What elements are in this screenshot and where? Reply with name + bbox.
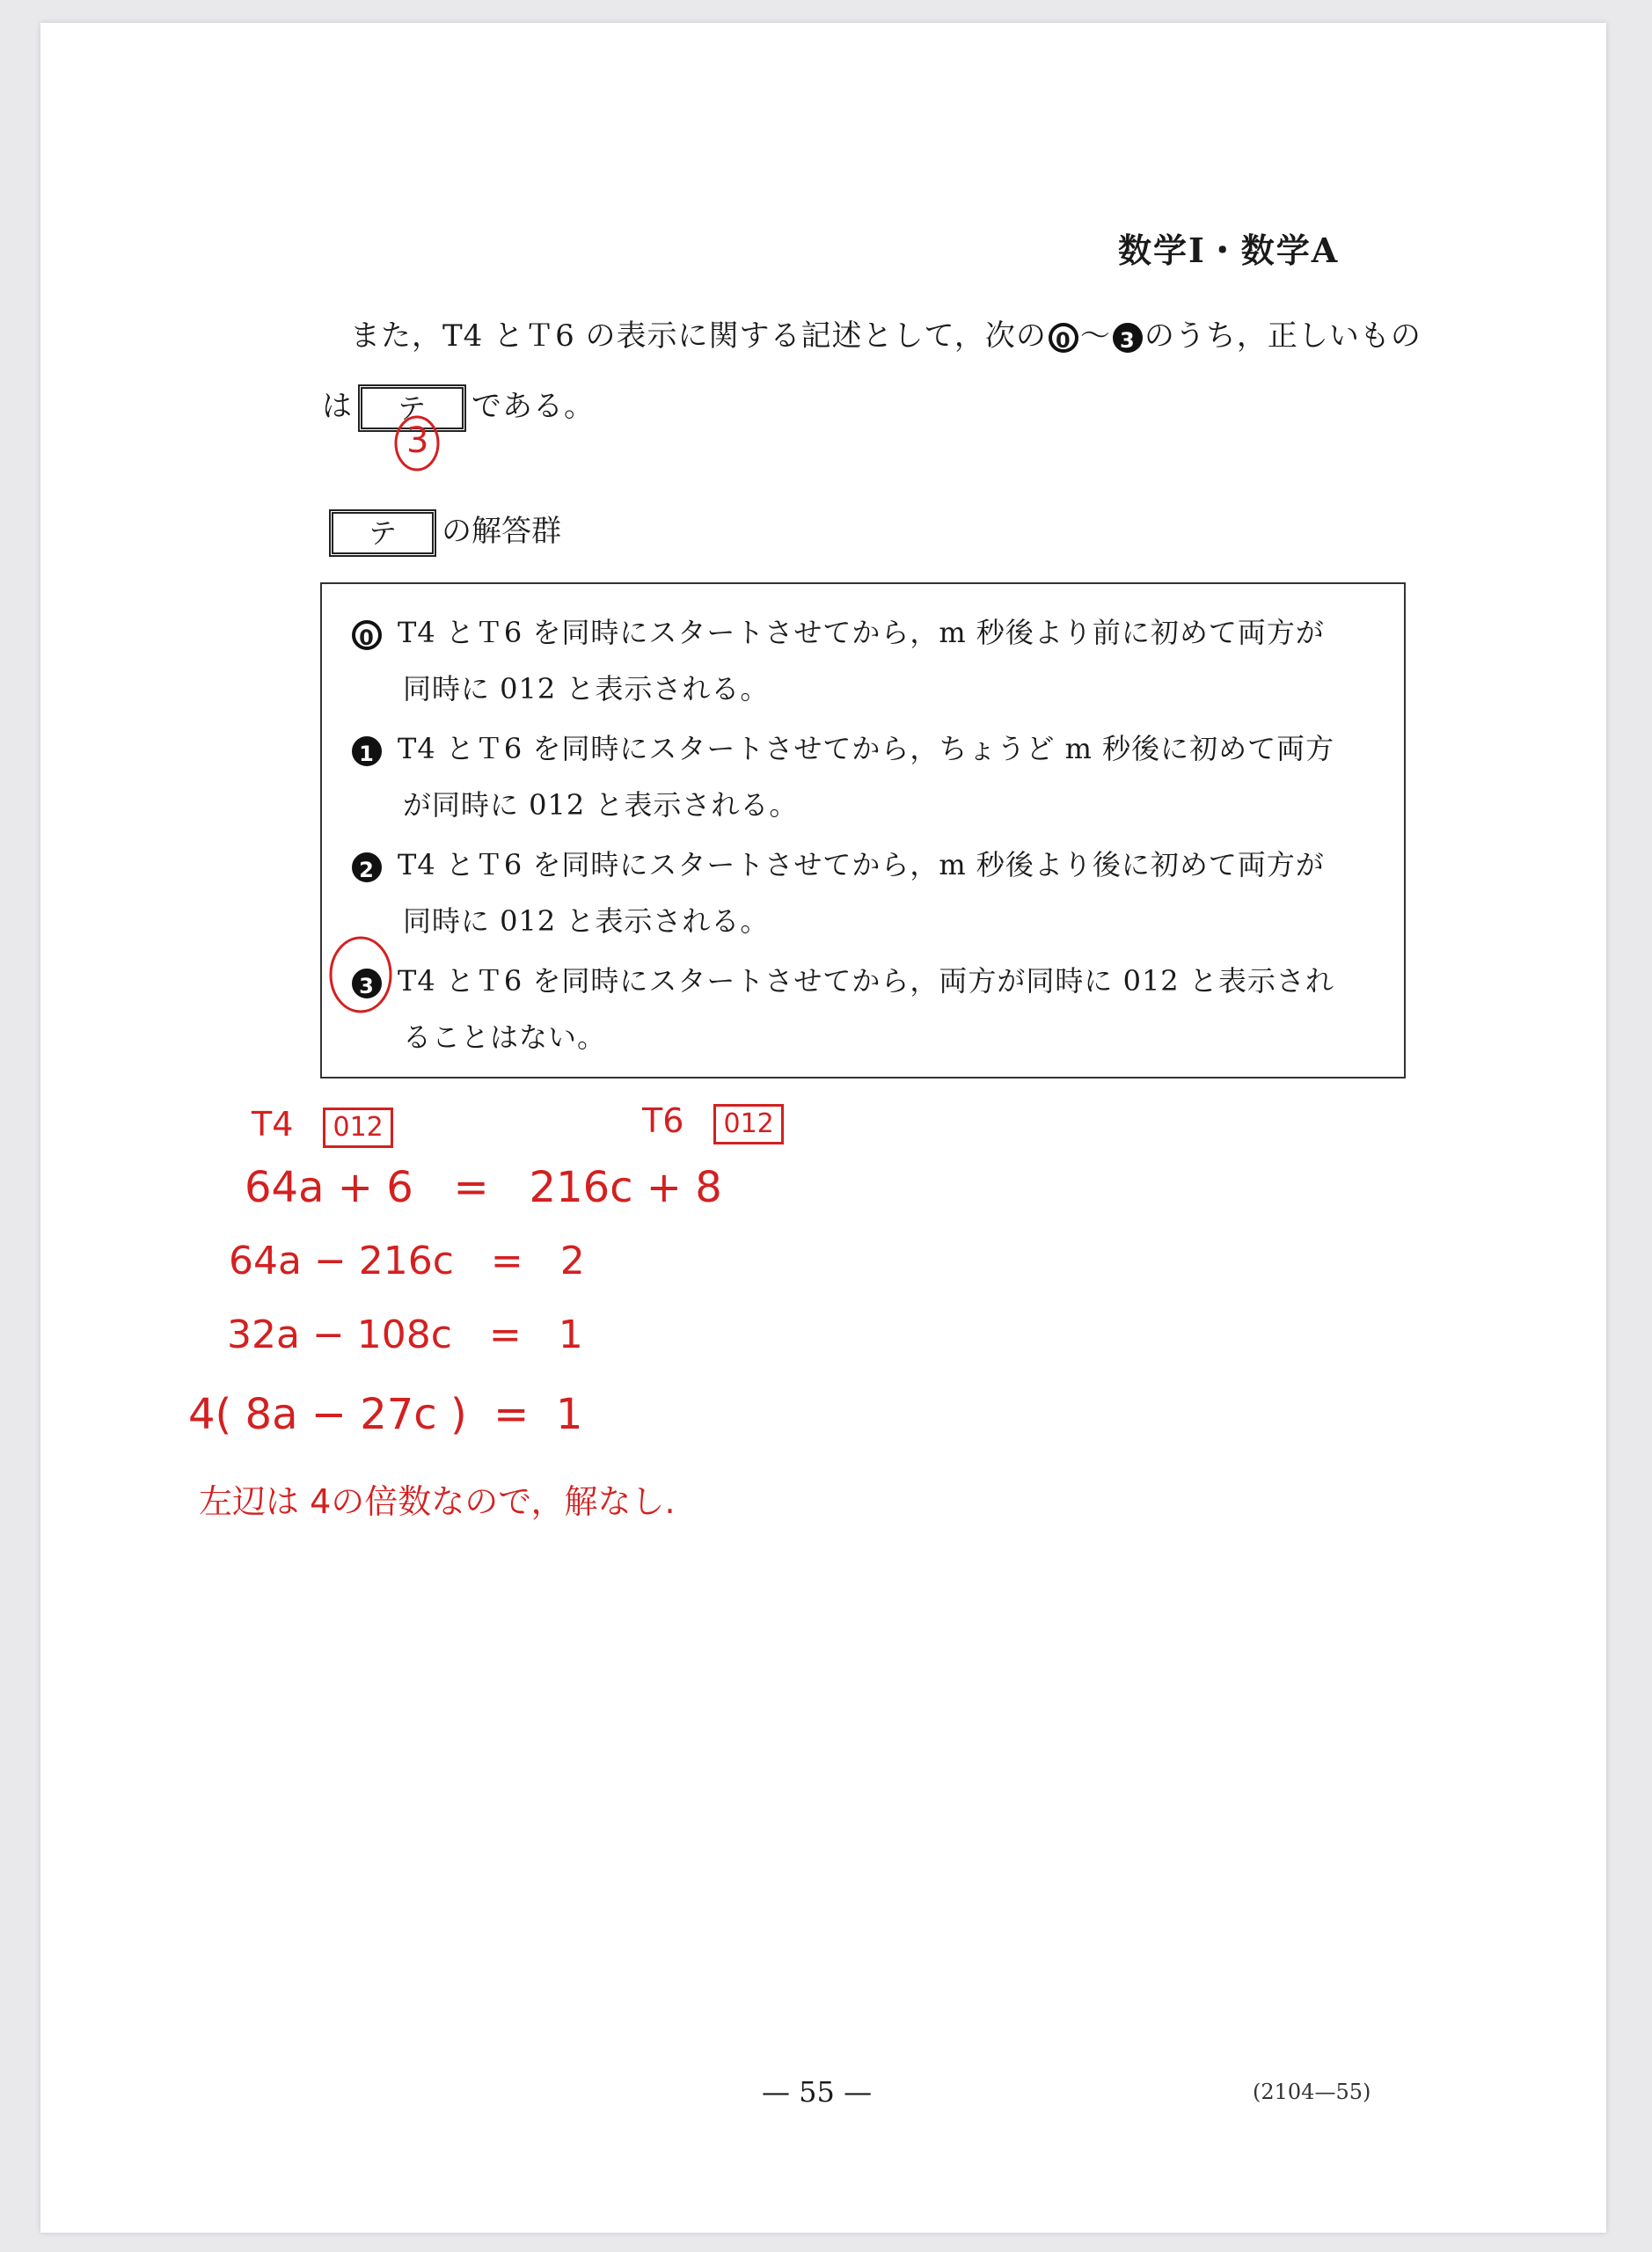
choice-text: T4 とＴ6 を同時にスタートさせてから，m 秒後より後に初めて両方が [398, 848, 1325, 881]
range-end-number: 3 [1113, 323, 1143, 353]
choice-number: 0 [352, 620, 382, 650]
t6-value-box: 012 [713, 1104, 783, 1144]
choice-text: T4 とＴ6 を同時にスタートさせてから，m 秒後より前に初めて両方が [398, 616, 1325, 649]
answer-box-te[interactable]: テ [358, 384, 466, 432]
question-line1-prefix: また，T4 とＴ6 の表示に関する記述として，次の [350, 318, 1047, 354]
range-separator: ～ [1079, 318, 1111, 354]
choice-text: T4 とＴ6 を同時にスタートさせてから，両方が同時に 012 と表示され [398, 964, 1334, 998]
answer-group-box: テ [329, 509, 436, 557]
exam-code: (2104—55) [1253, 2080, 1371, 2104]
choice-number: 3 [352, 969, 382, 998]
equation-3: 32a − 108c = 1 [227, 1312, 583, 1357]
subject-header: 数学Ⅰ・数学A [1118, 230, 1340, 270]
t4-annotation [252, 1105, 393, 1148]
equation-2: 64a − 216c = 2 [229, 1239, 585, 1283]
question-line1-suffix: のうち，正しいもの [1144, 318, 1422, 354]
page-number: — 55 — [762, 2075, 873, 2109]
t4-value-box: 012 [323, 1108, 392, 1148]
choice-3-circle-mark [331, 938, 391, 1012]
equation-4: 4( 8a − 27c ) = 1 [188, 1390, 583, 1439]
question-line2-prefix: は [322, 389, 353, 424]
choice-1-cont: が同時に 012 と表示される。 [403, 788, 799, 822]
t6-label: T6 [642, 1101, 684, 1140]
choice-text: T4 とＴ6 を同時にスタートさせてから，ちょうど m 秒後に初めて両方 [398, 732, 1335, 765]
t6-annotation [642, 1101, 784, 1144]
exam-page [40, 23, 1606, 2233]
answer-group-label: の解答群 [442, 514, 562, 549]
t4-label: T4 [252, 1105, 294, 1144]
choice-2-cont: 同時に 012 と表示される。 [403, 904, 770, 938]
choice-number: 1 [352, 736, 382, 766]
choice-0-cont: 同時に 012 と表示される。 [403, 672, 770, 706]
question-line2-suffix: である。 [471, 389, 596, 424]
handwritten-answer: 3 [406, 420, 429, 461]
conclusion-note: 左辺は 4の倍数なので，解なし. [199, 1482, 676, 1521]
equation-1: 64a + 6 = 216c + 8 [245, 1163, 722, 1212]
choice-number: 2 [352, 852, 382, 882]
answer-circle-mark [396, 417, 438, 470]
range-start-number: 0 [1049, 323, 1078, 353]
choice-3-cont: ることはない。 [403, 1020, 607, 1054]
